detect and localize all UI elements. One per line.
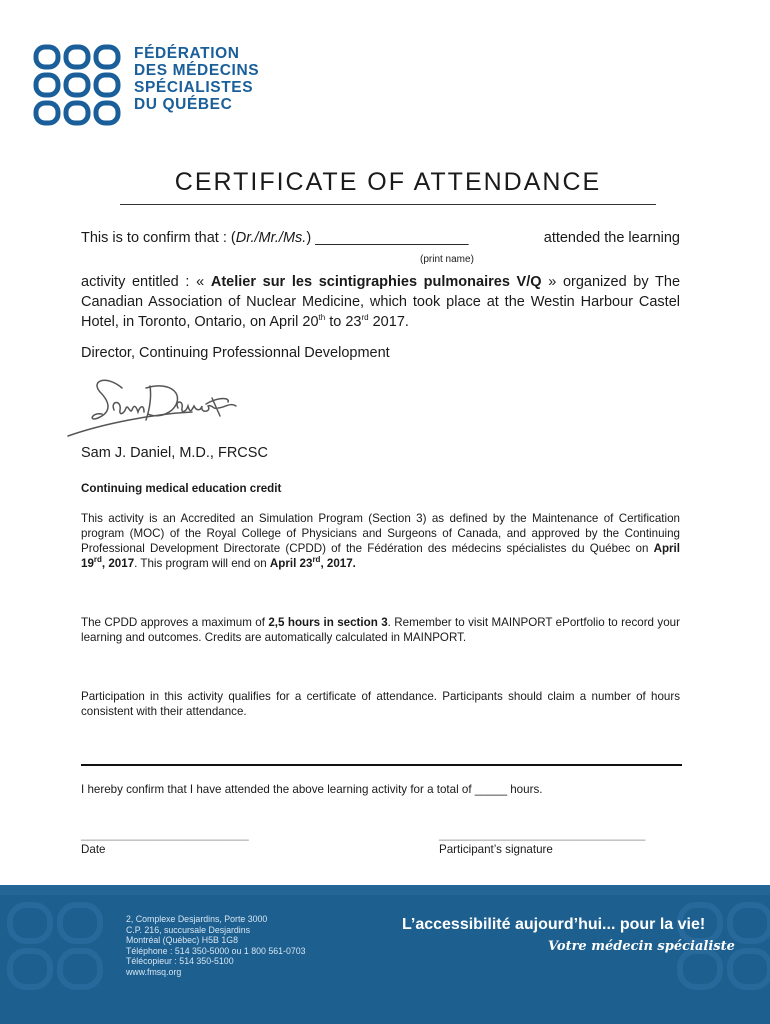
address-line: 2, Complexe Desjardins, Porte 3000 [126, 914, 268, 924]
confirm-suffix: attended the learning [543, 230, 680, 246]
logo-line-2: DES MÉDECINS [134, 62, 260, 79]
footer-address [126, 914, 306, 978]
activity-sup2: rd [361, 313, 369, 323]
signatory-name: Sam J. Daniel, M.D., FRCSC [81, 445, 268, 461]
signature-blank: ________________________________ [439, 828, 646, 841]
hereby-statement: I hereby confirm that I have attended the above learning activity for a total of _____ hours. [81, 783, 543, 796]
name-blank: ___________________ [311, 230, 469, 246]
footer-tagline: Votre médecin spécialiste [548, 939, 735, 954]
logo-line-3: SPÉCIALISTES [134, 79, 254, 96]
footer-pattern-icon [0, 885, 770, 1024]
participation-paragraph: Participation in this activity qualifies for a certificate of attendance. Participants should claim a number of hours consistent with their attendance. [81, 690, 680, 718]
director-title: Director, Continuing Professionnal Development [81, 345, 390, 361]
cpdd-part1: The CPDD approves a maximum of [81, 616, 269, 629]
address-line: Télécopieur : 514 350-5100 [126, 956, 234, 967]
director-signature-icon [62, 370, 252, 442]
logo-line-1: FÉDÉRATION [134, 45, 240, 62]
signature-label: Participant’s signature [439, 843, 553, 856]
cpdd-hours: 2,5 hours in section 3 [268, 616, 388, 629]
accredited-date2: April 23 [269, 557, 313, 570]
address-line: C.P. 216, succursale Desjardins [126, 924, 251, 935]
activity-part4: 2017. [368, 314, 409, 330]
confirm-salutation: Dr./Mr./Ms. [235, 230, 307, 246]
activity-sup1: th [318, 313, 326, 323]
confirm-close: ) [306, 230, 312, 246]
cme-heading: Continuing medical education credit [81, 482, 282, 495]
accredited-date1-end: , 2017 [101, 557, 135, 570]
address-line: Montréal (Québec) H5B 1G8 [126, 935, 238, 946]
certificate-title: CERTIFICATE OF ATTENDANCE [174, 168, 602, 196]
footer-band [0, 885, 770, 1024]
website-link[interactable]: www.fmsq.org [126, 966, 182, 977]
fmsq-logo-icon [33, 44, 121, 126]
activity-part2: » organized by The Canadian Association of Nuclear Medicine, which took place at the Westin Harbour Castel Hotel, in Toronto, Ontario, on April 20 [81, 274, 681, 330]
cpdd-paragraph [81, 615, 680, 645]
activity-paragraph [81, 272, 680, 332]
address-line: Téléphone : 514 350-5000 ou 1 800 561-0703 [126, 945, 306, 956]
cpdd-part2: . Remember to visit MAINPORT ePortfolio to record your learning and outcomes. Credits are automatically calculated in MAINPORT. [81, 616, 680, 644]
logo-line-4: DU QUÉBEC [134, 96, 233, 113]
title-divider [120, 204, 656, 205]
date-blank: __________________________ [81, 828, 249, 841]
date-label: Date [81, 843, 106, 856]
accredited-sup2: rd [312, 555, 321, 565]
accredited-part1: This activity is an Accredited an Simulation Program (Section 3) as defined by the Maintenance of Certification program (MOC) of the Royal College of Physicians and Surgeons of Canada, and approved by the Continuing Professional Development Directorate (CPDD) of the Fédération des médecins spécialistes du Québec on [81, 512, 680, 555]
accredited-part2: . This program will end on [134, 557, 270, 570]
accredited-date2-end: , 2017. [320, 557, 356, 570]
footer-slogan: L’accessibilité aujourd’hui... pour la vie! [402, 916, 706, 933]
section-divider [81, 764, 682, 766]
activity-part3: to 23 [325, 314, 362, 330]
activity-name: Atelier sur les scintigraphies pulmonaires V/Q [210, 274, 542, 290]
accredited-sup1: rd [93, 555, 102, 565]
confirm-prefix: This is to confirm that : ( [81, 230, 236, 246]
print-name-caption: (print name) [420, 254, 474, 265]
fmsq-logo-wordmark [134, 45, 259, 113]
accreditation-paragraph [81, 511, 680, 571]
activity-part1: activity entitled : « [81, 274, 211, 290]
accredited-date1: April 19 [81, 542, 680, 570]
